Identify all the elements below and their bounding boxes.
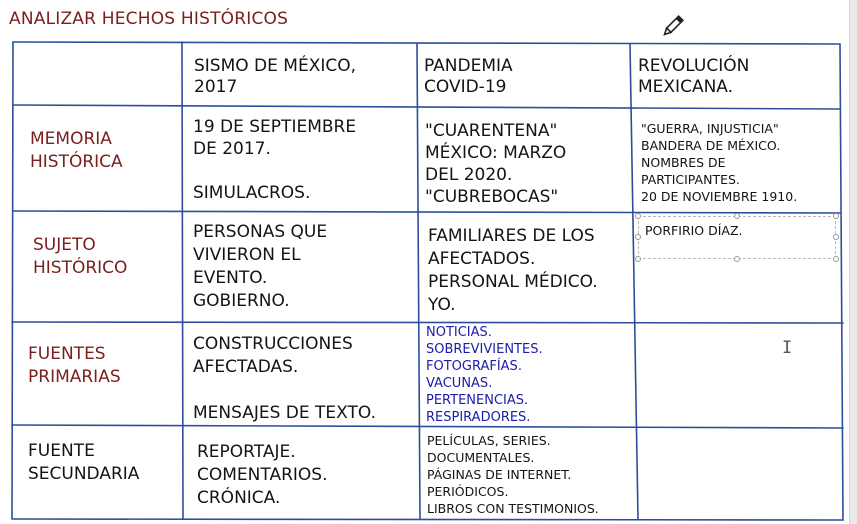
resize-handle[interactable] (635, 234, 641, 240)
cell-primarias-sismo: CONSTRUCCIONES AFECTADAS. MENSAJES DE TEXTO. (193, 334, 376, 423)
cell-secundaria-sismo: REPORTAJE. COMENTARIOS. CRÓNICA. (197, 442, 328, 508)
row-label-memoria-historica: MEMORIA HISTÓRICA (30, 129, 123, 172)
row-label-fuente-secundaria: FUENTE SECUNDARIA (28, 441, 140, 484)
cell-primarias-pandemia: NOTICIAS. SOBREVIVIENTES. FOTOGRAFÍAS. VACUNAS. PERTENENCIAS. RESPIRADORES. (426, 325, 543, 425)
cell-sujeto-revolucion[interactable]: PORFIRIO DÍAZ. (645, 223, 743, 238)
selected-text-box[interactable] (638, 216, 836, 259)
row-label-sujeto-historico: SUJETO HISTÓRICO (33, 235, 128, 278)
resize-handle[interactable] (734, 213, 740, 219)
resize-handle[interactable] (833, 234, 839, 240)
column-header-pandemia: PANDEMIA COVID-19 (424, 56, 513, 97)
row-label-fuentes-primarias: FUENTES PRIMARIAS (28, 344, 121, 387)
pen-icon[interactable] (659, 12, 687, 40)
page-title: ANALIZAR HECHOS HISTÓRICOS (9, 9, 289, 29)
resize-handle[interactable] (635, 213, 641, 219)
text-cursor-icon: I (782, 338, 793, 358)
cell-sujeto-sismo: PERSONAS QUE VIVIERON EL EVENTO. GOBIERNO. (193, 222, 328, 311)
cell-memoria-revolucion: "GUERRA, INJUSTICIA" BANDERA DE MÉXICO. NOMBRES DE PARTICIPANTES. 20 DE NOVIEMBRE 1910. (641, 121, 798, 204)
column-header-revolucion: REVOLUCIÓN MEXICANA. (638, 56, 750, 97)
resize-handle[interactable] (833, 213, 839, 219)
cell-secundaria-pandemia: PELÍCULAS, SERIES. DOCUMENTALES. PÁGINAS DE INTERNET. PERIÓDICOS. LIBROS CON TESTIMONIOS. (427, 433, 599, 516)
cell-sujeto-pandemia: FAMILIARES DE LOS AFECTADOS. PERSONAL MÉDICO. YO. (428, 226, 598, 315)
cell-memoria-sismo: 19 DE SEPTIEMBRE DE 2017. SIMULACROS. (193, 117, 357, 203)
resize-handle[interactable] (635, 256, 641, 262)
cell-memoria-pandemia: "CUARENTENA" MÉXICO: MARZO DEL 2020. "CUBREBOCAS" (425, 121, 567, 207)
column-header-sismo: SISMO DE MÉXICO, 2017 (194, 56, 357, 97)
resize-handle[interactable] (833, 256, 839, 262)
window-edge (849, 0, 857, 524)
resize-handle[interactable] (734, 256, 740, 262)
